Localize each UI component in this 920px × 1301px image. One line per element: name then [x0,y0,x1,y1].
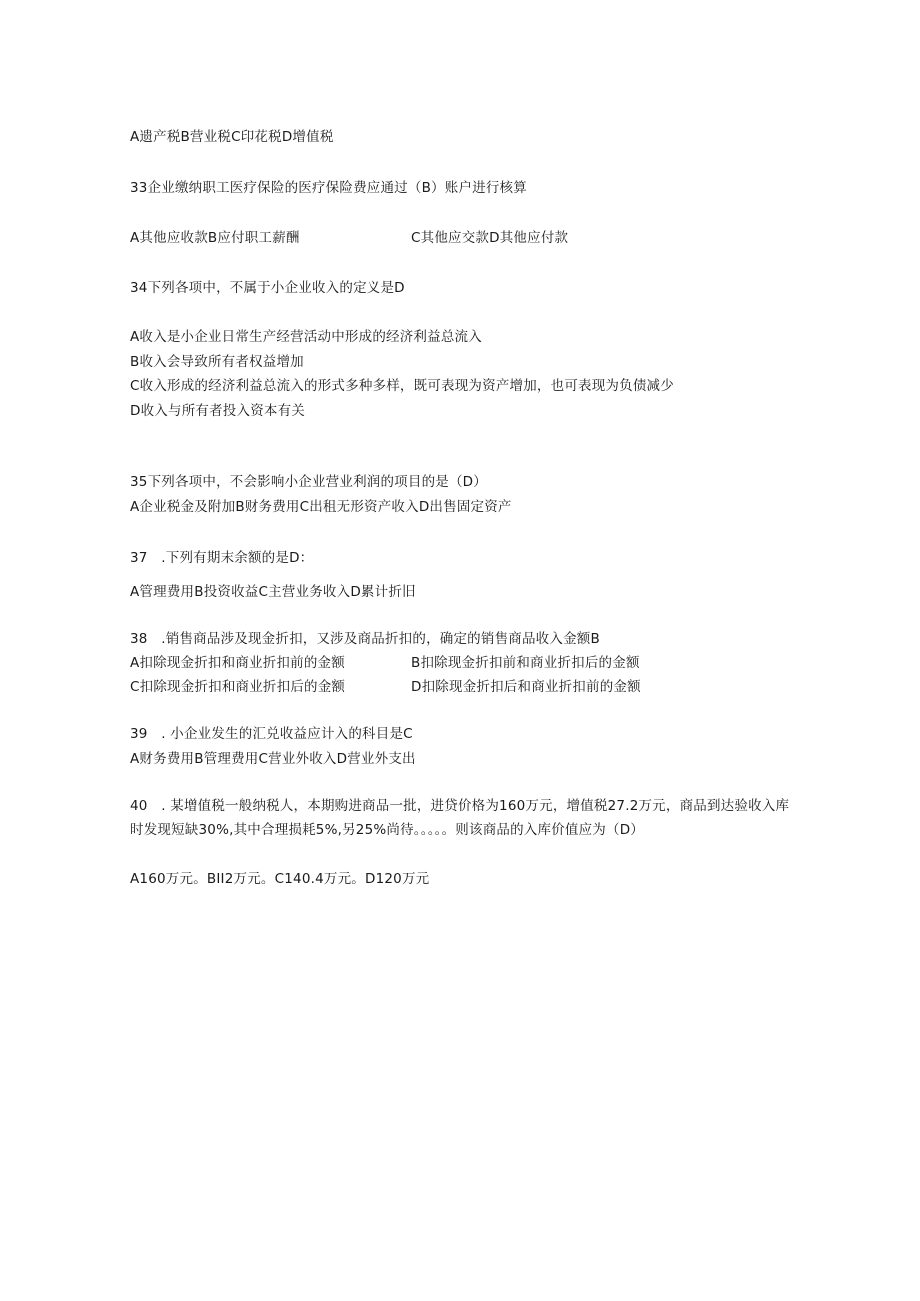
q38-options-row2 [130,678,641,696]
q34-option-b: B收入会导致所有者权益增加 [130,354,304,370]
q37-question: 37 .下列有期末余额的是D： [130,550,314,566]
q33-options-left: A其他应收款B应付职工薪酬 [130,230,300,246]
q39-options: A财务费用B管理费用C营业外收入D营业外支出 [130,751,416,767]
q40-question: 40 . 某增值税一般纳税人，本期购进商品一批，进贷价格为160万元，增值税27.2万元，商品到达验收入库时发现短缺30%,其中合理损耗5%,另25%尚待。。。。。则该商品的入库价值应为（D） [130,798,790,838]
q38-question: 38 .销售商品涉及现金折扣，又涉及商品折扣的，确定的销售商品收入金额B [130,631,600,647]
q38-option-d: D扣除现金折扣后和商业折扣前的金额 [411,679,641,695]
q32-options: A遗产税B营业税C印花税D增值税 [130,129,334,145]
q33-question: 33企业缴纳职工医疗保险的医疗保险费应通过（B）账户进行核算 [130,180,527,196]
q38-option-c: C扣除现金折扣和商业折扣后的金额 [130,679,346,695]
q34-question: 34下列各项中，不属于小企业收入的定义是D [130,280,405,296]
q39-question: 39 . 小企业发生的汇兑收益应计入的科目是C [130,726,413,742]
q38-options-row1 [130,654,640,672]
q34-option-c: C收入形成的经济利益总流入的形式多种多样，既可表现为资产增加，也可表现为负债减少 [130,378,674,394]
q38-option-a: A扣除现金折扣和商业折扣前的金额 [130,655,345,671]
q37-options: A管理费用B投资收益C主营业务收入D累计折旧 [130,584,416,600]
q38-option-b: B扣除现金折扣前和商业折扣后的金额 [411,655,640,671]
q34-option-d: D收入与所有者投入资本有关 [130,403,305,419]
q33-options [130,229,569,247]
q33-options-right: C其他应交款D其他应付款 [411,230,569,246]
q35-options: A企业税金及附加B财务费用C出租无形资产收入D出售固定资产 [130,499,512,515]
q34-option-a: A收入是小企业日常生产经营活动中形成的经济利益总流入 [130,329,482,345]
q35-question: 35下列各项中，不会影响小企业营业利润的项目的是（D） [130,474,487,490]
q40-options: A160万元。BII2万元。C140.4万元。D120万元 [130,871,430,887]
